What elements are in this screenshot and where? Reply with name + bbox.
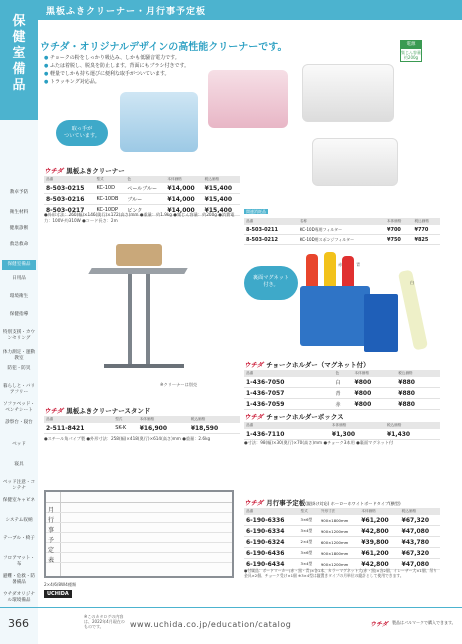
sidebar-item[interactable]: 防犯・防災 xyxy=(7,366,31,371)
schedule-board-image xyxy=(44,490,234,578)
table-row: 8-503-0217 KC-10DP ピンク ¥14,000 ¥15,400 xyxy=(44,205,240,216)
sidebar-item[interactable]: テーブル・椅子 xyxy=(3,536,35,541)
feature-list xyxy=(44,54,189,86)
schedule-price-table xyxy=(244,508,440,570)
chalk-holder-image xyxy=(244,246,442,354)
sidebar-item[interactable]: 特別支援・カウンセリング xyxy=(2,330,36,341)
brand-logo: ウチダ xyxy=(44,167,64,175)
cleaner-title: ウチダ 黒板ふきクリーナー xyxy=(44,167,125,175)
cleaner-white-image xyxy=(302,64,394,122)
parts-section xyxy=(244,198,440,245)
category-title: 黒板ふきクリーナー・月行事予定板 xyxy=(46,7,207,17)
uchida-footer-logo: UCHIDA xyxy=(44,590,72,598)
table-header: 品番 型式 色 本体価格 税込価格 xyxy=(44,176,240,183)
holder-price-table xyxy=(244,370,440,410)
magnet-callout: 裏面マグネット 付き。 xyxy=(244,266,298,300)
sidebar-item[interactable]: 保健室備品 xyxy=(2,260,36,270)
brand-logo: ウチダ xyxy=(244,413,264,421)
box-spec: ●寸法：98(幅)×30(奥行)×70(高さ)mm ●チョーク3本用 ●裏面マグネット付 xyxy=(244,440,394,445)
brand-logo: ウチダ xyxy=(244,499,264,507)
color-label-blue: 青 xyxy=(356,262,361,267)
sidebar-item[interactable]: 寝具 xyxy=(14,462,24,467)
cleaner-spec: ●外形寸法：260(幅)×146(奥行)×172(高さ)mm ●重量：約1.9kg ●集じん容量：約200g ●消費電力：100V-約310W ●コード長さ：2m xyxy=(44,212,235,223)
footer-right-note: 製品はパルマークで購入できます。 xyxy=(392,620,456,625)
cleaner-price-table xyxy=(44,176,240,216)
stand-title: ウチダ 黒板ふきクリーナースタンド xyxy=(44,407,151,415)
table-row: 1-436-7059 赤 ¥800 ¥880 xyxy=(244,399,440,410)
table-row: 2-511-8421 SK-K ¥16,900 ¥18,590 xyxy=(44,423,240,434)
sidebar-item[interactable]: 保健室キャビネ xyxy=(2,498,36,503)
feature-item: ● ふたは着脱し、脱臭を防止します。背面にもブラシ付きです。 xyxy=(44,62,189,70)
holder-title: ウチダ チョークホルダー（マグネット付） xyxy=(244,361,370,369)
stand-price-table xyxy=(44,416,240,434)
sidebar-item[interactable]: 環境衛生 xyxy=(9,294,29,299)
schedule-spec: ●付属品：ボードマーカー(赤・黒・青)×各1本、カラーマグネット大(赤・黒)×各2個、イレーザー大×1個、吊り金具×2個、チョーク受け×1個 ※3×4型は縦置きタイプの月単位の縦計として使用できます。 xyxy=(244,568,437,578)
sidebar-item[interactable]: ソファベッド・ベンチシート xyxy=(2,402,36,413)
stand-note: ※クリーナーは別売 xyxy=(160,382,198,387)
box-title: ウチダ チョークホルダーボックス xyxy=(244,413,344,421)
cleaner-pink-image xyxy=(208,70,288,128)
sidebar-item[interactable]: 救急救命 xyxy=(9,242,29,247)
sidebar-item[interactable]: 健康診断 xyxy=(9,226,29,231)
page-number: 366 xyxy=(8,617,29,630)
table-row: 1-436-7057 青 ¥800 ¥880 xyxy=(244,388,440,399)
color-label-white: 白 xyxy=(410,280,415,285)
table-row: 6-190-6336 3×6型 900×1800mm ¥61,200 ¥67,320 xyxy=(244,515,440,526)
table-header: 品番 色 本体価格 税込価格 xyxy=(244,370,440,377)
spec-badge: 電源 集じん容量約200g xyxy=(401,42,421,60)
feature-item: ● 軽量でしかも持ち運びに便利な取手がついています。 xyxy=(44,70,189,78)
sidebar-item[interactable]: 日用品 xyxy=(12,276,26,281)
feature-item: ● チョークの粉をしっかり吸込み、しかも低騒音電力です。 xyxy=(44,54,189,62)
sidebar-item[interactable]: 避難・危救・防暑備品 xyxy=(2,574,36,585)
sidebar-item[interactable]: 診察台・寝台 xyxy=(5,420,33,425)
table-row: 8-503-0216 KC-10DB ブルー ¥14,000 ¥15,400 xyxy=(44,194,240,205)
table-row: 8-503-0211 KC-10D専用フィルター ¥700 ¥770 xyxy=(244,225,440,235)
table-header: 品番 名称 本体価格 税込価格 xyxy=(244,218,440,225)
brand-logo: ウチダ xyxy=(44,407,64,415)
table-row: 6-190-6434 3×4型 900×1200mm ¥42,800 ¥47,080 xyxy=(244,559,440,570)
footer-note: ※このカタログの内容は、2022年4月現在のものです。 xyxy=(84,614,125,629)
sidebar-item[interactable]: システム収納 xyxy=(5,518,33,523)
table-header: 品番 型式 本体価格 税込価格 xyxy=(44,416,240,423)
board-left-label: 月行事予定表 xyxy=(48,507,55,564)
cleaner-blue-image xyxy=(120,92,198,152)
sidebar-item[interactable]: 衛生材料 xyxy=(9,210,29,215)
sidebar-title: 保 健 室 備 品 xyxy=(0,0,38,120)
stand-image xyxy=(80,240,200,380)
sidebar-item[interactable]: 体力測定・運動教室 xyxy=(2,350,36,361)
table-row: 6-190-6334 3×4型 900×1200mm ¥42,800 ¥47,080 xyxy=(244,526,440,537)
sidebar-item[interactable]: ベッド xyxy=(12,442,26,447)
brand-logo: ウチダ xyxy=(244,361,264,369)
table-header: 品番 型式 外形寸法 本体価格 税込価格 xyxy=(244,508,440,515)
sidebar-item[interactable]: ウチダオリジナル環境備品 xyxy=(3,592,35,603)
schedule-title: ウチダ 月行事予定板(縦掛け対応) ホーローホワイトボードタイプ(横型) xyxy=(244,499,401,507)
table-row: 8-503-0215 KC-10D ペールブルー ¥14,000 ¥15,400 xyxy=(44,183,240,194)
headline: ウチダ・オリジナルデザインの高性能クリーナーです。 xyxy=(40,42,288,53)
brand-logo-footer: ウチダ xyxy=(370,621,388,628)
table-row: 8-503-0212 KC-10D用スポンジフィルター ¥750 ¥825 xyxy=(244,235,440,245)
catalog-url[interactable]: www.uchida.co.jp/education/catalog xyxy=(130,620,292,629)
sidebar-item[interactable]: 保健指導 xyxy=(9,312,29,317)
table-row: 6-190-6324 2×4型 600×1200mm ¥39,800 ¥43,780 xyxy=(244,537,440,548)
table-header: 品番 本体価格 税込価格 xyxy=(244,422,440,429)
table-row: 1-436-7110 ¥1,300 ¥1,430 xyxy=(244,429,440,440)
footer-divider xyxy=(0,607,462,608)
sidebar-item[interactable]: フロアマット・布 xyxy=(3,556,35,567)
handle-callout: 取っ手が ついています。 xyxy=(56,120,108,146)
parts-tag: 関連消耗品 xyxy=(246,209,266,214)
stand-spec: ●スチール角パイプ製 ●外形寸法：258(幅)×418(奥行)×614(高さ)mm ●重量：2.6kg xyxy=(44,436,211,441)
sidebar-item[interactable]: 暮らしと・バリアフリー xyxy=(2,384,36,395)
color-label-red: 赤 xyxy=(338,262,343,267)
sidebar-item[interactable]: 教卓予防 xyxy=(9,190,29,195)
table-row: 1-436-7050 白 ¥800 ¥880 xyxy=(244,377,440,388)
parts-table xyxy=(244,218,440,245)
table-row: 6-190-6436 3×6型 900×1800mm ¥61,200 ¥67,320 xyxy=(244,548,440,559)
cleaner-white-side-image xyxy=(312,138,398,186)
box-price-table xyxy=(244,422,440,440)
sidebar-item[interactable]: ベッド注意・コンテナ xyxy=(2,480,36,491)
board-note: 2×4/6/8W4種類 xyxy=(44,582,77,587)
feature-item: ● トラッキング対応品。 xyxy=(44,78,189,86)
